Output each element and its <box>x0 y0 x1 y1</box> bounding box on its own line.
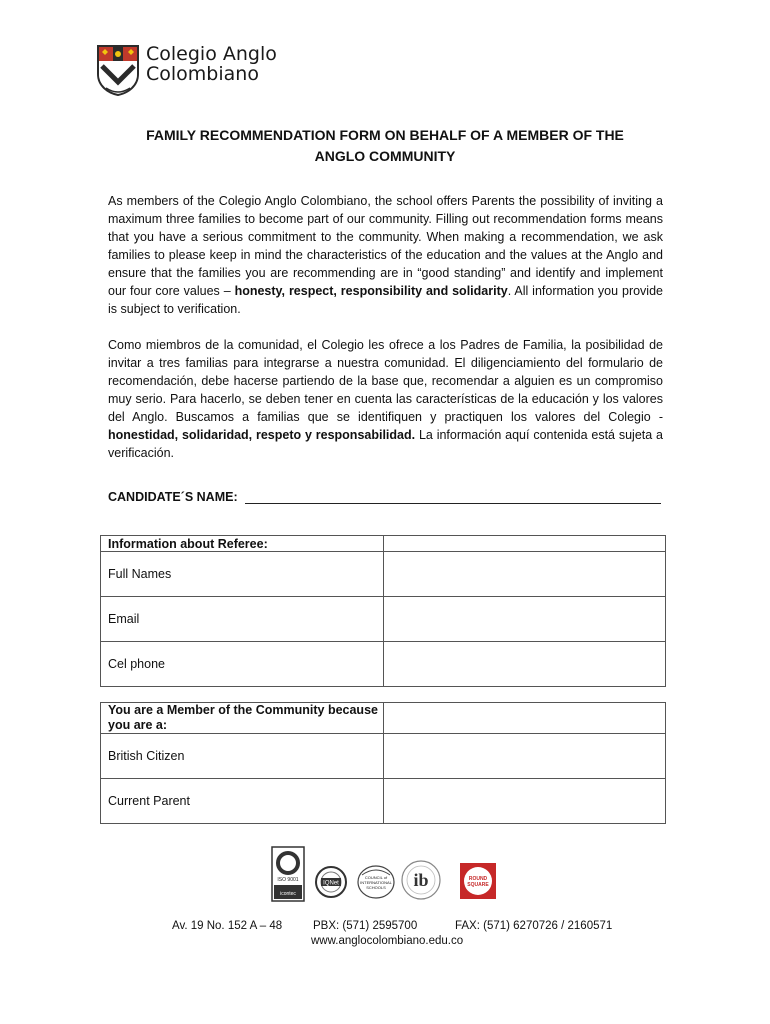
cel-phone-label: Cel phone <box>101 642 384 687</box>
full-names-field[interactable] <box>384 552 666 597</box>
ib-text: ib <box>413 870 429 890</box>
email-label: Email <box>101 597 384 642</box>
icontec-brand-text: icontec <box>280 891 296 897</box>
school-name <box>146 44 277 84</box>
spanish-paragraph <box>108 336 663 462</box>
candidate-name-label: CANDIDATE´S NAME: <box>108 490 238 504</box>
cis-badge-icon <box>358 866 394 898</box>
english-outro: . All information you provide is subject to verification. <box>108 284 663 316</box>
current-parent-label: Current Parent <box>101 779 384 824</box>
cis-line2: INTERNATIONAL <box>360 880 392 885</box>
english-intro: As members of the Colegio Anglo Colombiano, the school offers Parents the possibility of inviting a maximum three families to become part of our community. Filling out recommendation forms means that you have a serious commitment to the community. When making a recommendation, we ask families to please keep in mind the characteristics of the education and the values at the Anglo and ensure that the families you are recommending are in “good standing” and identify and implement our four core values – <box>108 194 663 298</box>
school-crest-icon <box>96 44 140 96</box>
referee-header-value <box>384 536 666 552</box>
english-core-values: honesty, respect, responsibility and solidarity <box>234 284 508 298</box>
cis-line1: COUNCIL of <box>364 875 388 880</box>
member-header-value <box>384 703 666 734</box>
school-name-line2: Colombiano <box>146 63 259 85</box>
form-title-line2: ANGLO COMMUNITY <box>314 148 456 164</box>
iqnet-badge-icon <box>316 867 346 897</box>
round-square-line1: ROUND <box>468 876 488 882</box>
round-square-badge-icon <box>460 863 496 899</box>
accreditation-badges <box>270 845 510 903</box>
iqnet-text: IQNet <box>323 880 339 887</box>
footer-address: Av. 19 No. 152 A – 48 <box>172 920 283 932</box>
current-parent-field[interactable] <box>384 779 666 824</box>
email-field[interactable] <box>384 597 666 642</box>
british-citizen-field[interactable] <box>384 734 666 779</box>
spanish-outro: La información aquí contenida está sujeta a verificación. <box>108 428 663 460</box>
full-names-label: Full Names <box>101 552 384 597</box>
form-title-line1: FAMILY RECOMMENDATION FORM ON BEHALF OF A MEMBER OF THE <box>146 127 624 143</box>
icontec-badge-icon <box>272 847 304 901</box>
cis-line3: SCHOOLS <box>366 885 386 890</box>
candidate-name-field[interactable] <box>245 503 661 504</box>
referee-table-header: Information about Referee: <box>101 536 384 552</box>
spanish-core-values: honestidad, solidaridad, respeto y responsabilidad. <box>108 428 416 442</box>
member-table <box>100 702 666 824</box>
member-table-header: You are a Member of the Community because you are a: <box>101 703 384 734</box>
icontec-iso-text: ISO 9001 <box>277 877 299 883</box>
english-paragraph <box>108 192 663 318</box>
school-logo <box>96 44 277 96</box>
british-citizen-label: British Citizen <box>101 734 384 779</box>
form-title <box>100 125 670 167</box>
round-square-line2: SQUARE <box>467 882 489 888</box>
ib-badge-icon <box>402 861 440 899</box>
footer-website[interactable]: www.anglocolombiano.edu.co <box>311 935 464 947</box>
referee-table <box>100 535 666 687</box>
footer-fax: FAX: (571) 6270726 / 2160571 <box>455 920 613 932</box>
school-name-line1: Colegio Anglo <box>146 43 277 65</box>
spanish-intro: Como miembros de la comunidad, el Colegio les ofrece a los Padres de Familia, la posibilidad de invitar a tres familias para integrarse a nuestra comunidad. El diligenciamiento del formulario de recomendación, debe hacerse partiendo de la base que, recomendar a alguien es un compromiso muy serio. Para hacerlo, se deben tener en cuenta las características de la educación y los valores del Anglo. Buscamos a familias que se identifiquen y practiquen los valores del Colegio - <box>108 338 663 424</box>
footer-pbx: PBX: (571) 2595700 <box>313 920 418 932</box>
cel-phone-field[interactable] <box>384 642 666 687</box>
